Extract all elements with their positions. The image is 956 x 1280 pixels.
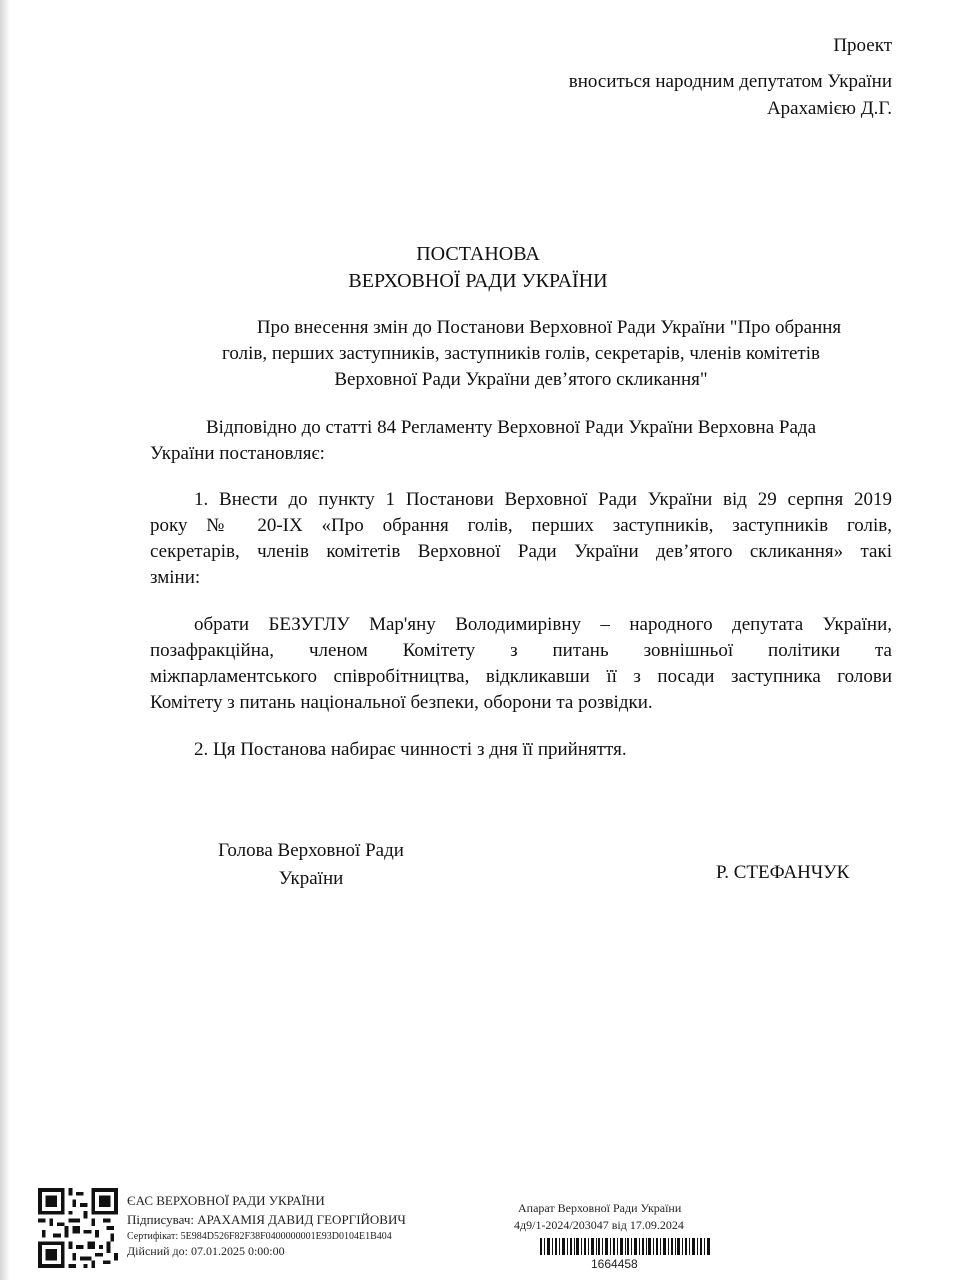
draft-text: Проект: [833, 35, 892, 56]
barcode-icon: [540, 1238, 710, 1255]
item1-line2: року № 20-IX «Про обрання голів, перших заступників, заступників голів,: [150, 515, 892, 536]
subject-line3: Верховної Ради України дев’ятого скликання": [334, 369, 708, 390]
preamble-line1: Відповідно до статті 84 Регламенту Верховної Ради України Верховна Рада: [206, 417, 817, 438]
esign-signer: Підписувач: АРАХАМІЯ ДАВИД ГЕОРГІЙОВИЧ: [127, 1212, 406, 1227]
item1-line3: секретарів, членів комітетів Верховної Ради України дев’ятого скликання» такі: [150, 541, 892, 562]
signatory-position: [204, 837, 418, 893]
subject-line2: голів, перших заступників, заступників голів, секретарів, членів комітетів: [222, 343, 820, 364]
registration-office: Апарат Верховної Ради України: [518, 1201, 682, 1215]
title-line1: ПОСТАНОВА: [416, 243, 540, 265]
registration-number: 4д9/1-2024/203047 від 17.09.2024: [514, 1218, 684, 1232]
subject-line1: Про внесення змін до Постанови Верховної Ради України "Про обрання: [256, 317, 842, 338]
esign-certificate: Сертифікат: 5E984D526F82F38F0400000001E93D0104E1B404: [127, 1231, 392, 1242]
submitted-by-line1: вноситься народним депутатом України: [568, 71, 892, 92]
esign-system: ЄАС ВЕРХОВНОЇ РАДИ УКРАЇНИ: [127, 1193, 325, 1208]
item1-body-line3: міжпарламентського співробітництва, відкликавши її з посади заступника голови: [150, 666, 892, 687]
subject-block: [150, 315, 892, 393]
position-line1: Голова Верховної Ради: [218, 840, 404, 861]
signatory-name: Р. СТЕФАНЧУК: [716, 862, 850, 883]
submitted-by: [569, 68, 892, 122]
title-line2: ВЕРХОВНОЇ РАДИ УКРАЇНИ: [348, 270, 608, 292]
position-line2: України: [278, 868, 344, 889]
draft-label: [833, 32, 892, 59]
item-2: [194, 737, 894, 763]
esign-valid-until: Дійсний до: 07.01.2025 0:00:00: [127, 1244, 285, 1258]
document-title: [0, 241, 956, 295]
qr-code-icon: [38, 1188, 118, 1268]
item-1-body: [150, 612, 892, 716]
submitted-by-line2: Арахамією Д.Г.: [766, 98, 892, 119]
item1-line1: 1. Внести до пункту 1 Постанови Верховної Ради України від 29 серпня 2019: [194, 489, 892, 510]
item-1: [150, 487, 892, 591]
page-edge-shadow: [0, 0, 10, 1280]
barcode-number: 1664458: [591, 1257, 638, 1271]
preamble-line2: України постановляє:: [150, 443, 325, 464]
preamble: [150, 415, 892, 467]
item1-body-line1: обрати БЕЗУГЛУ Мар'яну Володимирівну – народного депутата України,: [194, 614, 892, 635]
item1-body-line4: Комітету з питань національної безпеки, оборони та розвідки.: [150, 692, 653, 713]
item1-line4: зміни:: [150, 567, 201, 588]
item2-text: 2. Ця Постанова набирає чинності з дня її прийняття.: [194, 739, 627, 760]
item1-body-line2: позафракційна, членом Комітету з питань зовнішньої політики та: [150, 640, 892, 661]
